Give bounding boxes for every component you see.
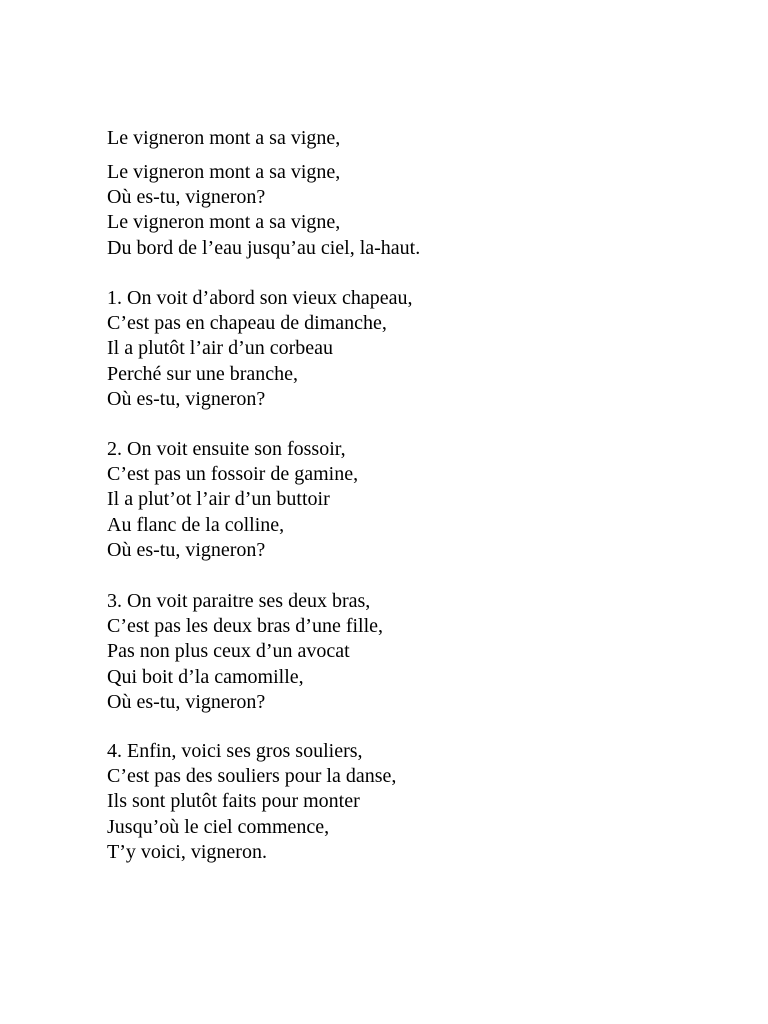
verse-line: Au flanc de la colline, [107,513,285,536]
verse-line: C’est pas en chapeau de dimanche, [107,312,387,335]
verse-line: Où es-tu, vigneron? [107,387,266,410]
verse-line: 2. On voit ensuite son fossoir, [107,438,346,460]
verse-line: Ils sont plutôt faits pour monter [107,790,360,813]
title-line: Le vigneron mont a sa vigne, [107,127,341,149]
refrain-line: Du bord de l’eau jusqu’au ciel, la-haut. [107,236,421,259]
verse-line: 3. On voit paraitre ses deux bras, [107,590,371,612]
song-title [107,126,340,151]
verse-line: Il a plutôt l’air d’un corbeau [107,337,334,360]
verse-line: Perché sur une branche, [107,362,299,385]
verse-line: Où es-tu, vigneron? [107,690,266,713]
verse-line: Jusqu’où le ciel commence, [107,815,330,838]
verse-line: 4. Enfin, voici ses gros souliers, [107,740,363,762]
verse-line: C’est pas un fossoir de gamine, [107,463,359,486]
verse-3 [107,589,383,715]
refrain-stanza [107,160,420,261]
verse-2 [107,437,358,563]
verse-4 [107,739,396,865]
verse-1 [107,286,412,412]
verse-line: C’est pas des souliers pour la danse, [107,765,397,788]
verse-line: Il a plut’ot l’air d’un buttoir [107,488,330,511]
refrain-line: Où es-tu, vigneron? [107,186,266,209]
verse-line: C’est pas les deux bras d’une fille, [107,615,384,638]
verse-line: Pas non plus ceux d’un avocat [107,640,350,663]
refrain-line: Le vigneron mont a sa vigne, [107,211,341,234]
verse-line: T’y voici, vigneron. [107,840,267,863]
verse-line: 1. On voit d’abord son vieux chapeau, [107,287,413,309]
verse-line: Où es-tu, vigneron? [107,538,266,561]
refrain-line: Le vigneron mont a sa vigne, [107,161,341,183]
verse-line: Qui boit d’la camomille, [107,665,304,688]
